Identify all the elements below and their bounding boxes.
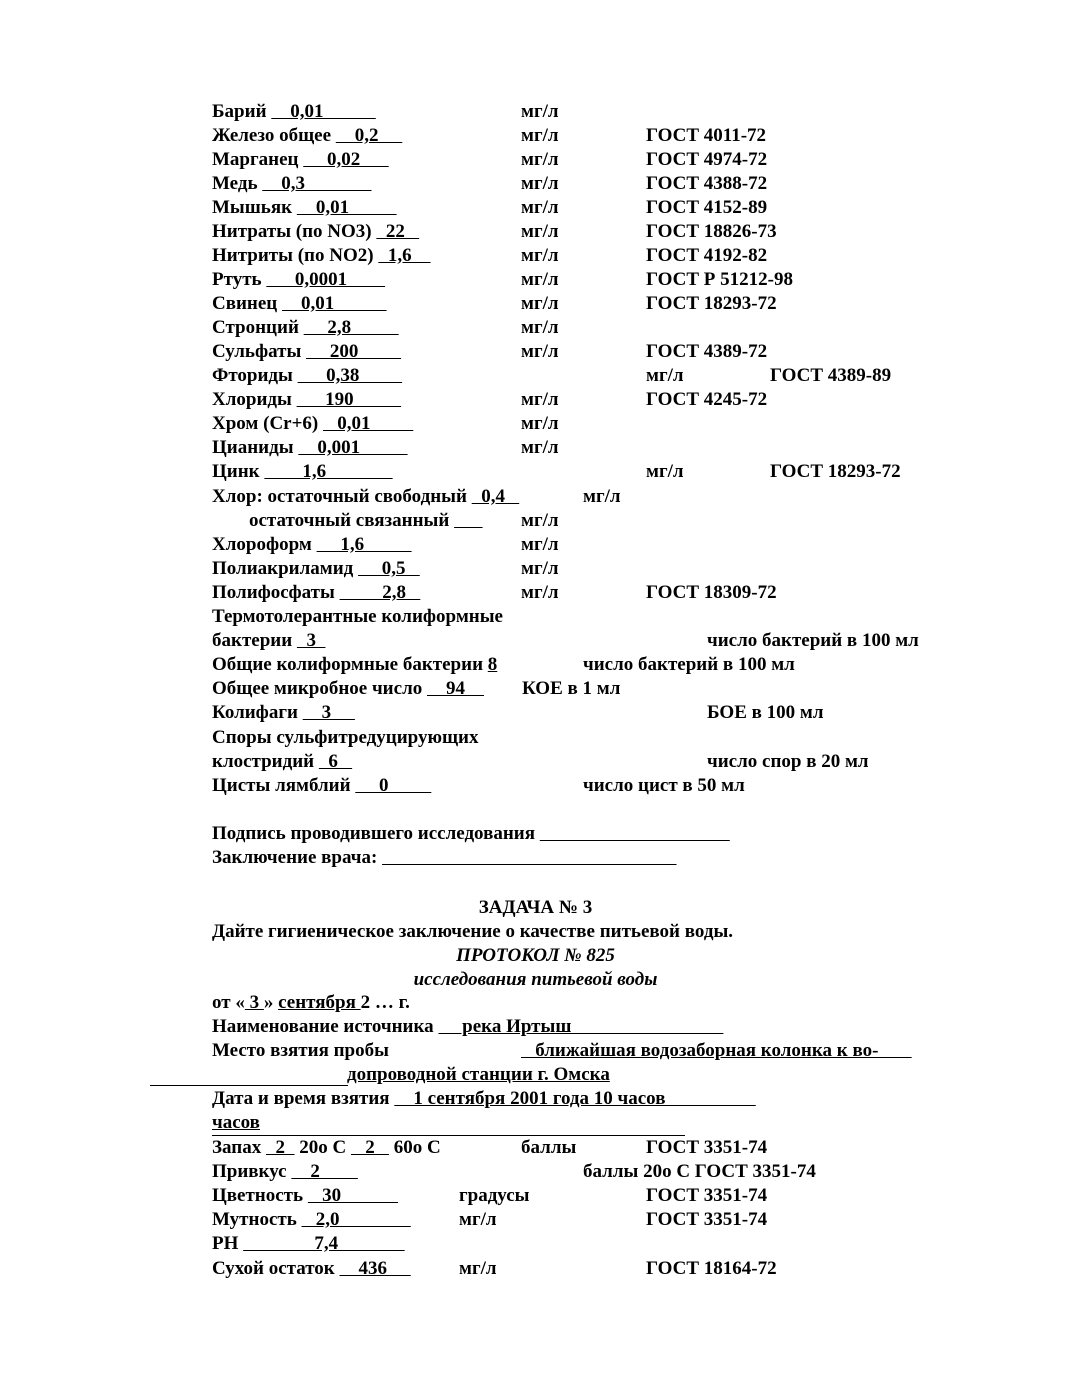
param-value: 0,02	[303, 149, 389, 170]
param-text-group	[212, 388, 401, 412]
param-row	[0, 148, 1071, 172]
param-value: 22	[376, 221, 420, 242]
protocol-text-group	[212, 1111, 260, 1135]
param-value: 2,8	[339, 582, 421, 603]
protocol-value: река Иртыш	[438, 1016, 724, 1037]
protocol-label: Запах	[212, 1137, 266, 1158]
param-value: 2,8	[303, 317, 399, 338]
param-value: 0,5	[358, 558, 420, 579]
param-unit: мг/л	[521, 582, 559, 603]
param-gost-standard: ГОСТ 4389-89	[770, 365, 892, 386]
separator-rule	[212, 1135, 685, 1136]
param-value: 0,3	[262, 173, 372, 194]
param-value: 0,38	[297, 365, 403, 386]
param-text-group	[212, 653, 497, 677]
protocol-row	[0, 1136, 1071, 1160]
param-unit: число спор в 20 мл	[707, 751, 869, 772]
param-text-group	[212, 268, 385, 292]
param-unit: число цист в 50 мл	[583, 775, 745, 796]
param-gost-standard: ГОСТ 18309-72	[646, 582, 777, 603]
protocol-label: 2 … г.	[360, 992, 410, 1013]
protocol-label: Цветность	[212, 1185, 308, 1206]
param-text-group	[212, 100, 376, 124]
param-text-group	[212, 220, 419, 244]
param-unit: мг/л	[521, 269, 559, 290]
param-unit: мг/л	[521, 510, 559, 531]
protocol-text-group	[212, 1015, 723, 1039]
param-value: 6	[318, 751, 353, 772]
protocol-text-group	[212, 1184, 398, 1208]
param-text-group	[212, 316, 399, 340]
param-row	[0, 100, 1071, 124]
protocol-unit: мг/л	[459, 1209, 497, 1230]
param-row	[0, 557, 1071, 581]
param-gost-standard: ГОСТ 18826-73	[646, 221, 777, 242]
task-instruction: Дайте гигиеническое заключение о качестве питьевой воды.	[212, 921, 734, 942]
param-unit: мг/л	[521, 101, 559, 122]
protocol-label: 60о С	[388, 1137, 441, 1158]
param-label: Хром (Cr+6)	[212, 413, 324, 434]
param-text-group	[212, 629, 325, 653]
protocol-label: Место взятия пробы	[212, 1040, 389, 1061]
param-text-group	[212, 340, 401, 364]
param-label: Железо общее	[212, 125, 336, 146]
param-row	[0, 388, 1071, 412]
protocol-value: 3	[244, 992, 264, 1013]
param-unit: мг/л	[521, 173, 559, 194]
protocol-row	[0, 1257, 1071, 1281]
param-text-group	[249, 509, 483, 533]
protocol-row	[0, 1208, 1071, 1232]
param-label: Марганец	[212, 149, 304, 170]
param-label: Хлороформ	[212, 534, 317, 555]
param-text-group	[212, 774, 431, 798]
param-label: Заключение врача:	[212, 847, 383, 868]
param-text-group	[212, 244, 431, 268]
param-label: Колифаги	[212, 702, 303, 723]
param-row	[0, 701, 1071, 725]
protocol-value: ближайшая водозаборная колонка к во-	[521, 1040, 912, 1061]
param-row	[0, 316, 1071, 340]
protocol-unit: баллы 20о С ГОСТ 3351-74	[583, 1161, 816, 1182]
continuation-rule	[150, 1085, 348, 1086]
protocol-value: 7,4	[243, 1233, 405, 1254]
param-unit: БОЕ в 100 мл	[707, 702, 824, 723]
param-row	[0, 750, 1071, 774]
protocol-label: Дата и время взятия	[212, 1088, 395, 1109]
param-row	[0, 364, 1071, 388]
param-unit: мг/л	[521, 558, 559, 579]
param-label: Барий	[212, 101, 272, 122]
param-text-group	[212, 581, 420, 605]
param-label: клостридий	[212, 751, 319, 772]
param-row	[0, 581, 1071, 605]
protocol-value: 2	[265, 1137, 295, 1158]
param-text-group	[212, 172, 372, 196]
param-label: Ртуть	[212, 269, 267, 290]
param-label: Мышьяк	[212, 197, 297, 218]
param-text-group	[212, 846, 677, 870]
protocol-text-group	[212, 1208, 411, 1232]
protocol-text-group	[212, 1257, 411, 1281]
param-gost-standard: ГОСТ 4192-82	[646, 245, 768, 266]
param-text-group	[212, 533, 412, 557]
protocol-label: Наименование источника	[212, 1016, 439, 1037]
param-unit: число бактерий в 100 мл	[707, 630, 919, 651]
param-row	[0, 822, 1071, 846]
param-row	[0, 846, 1071, 870]
param-unit: мг/л	[521, 317, 559, 338]
protocol-row	[0, 1039, 1071, 1063]
param-label: Общие колиформные бактерии	[212, 654, 488, 675]
param-label: бактерии	[212, 630, 297, 651]
param-value: 1,6	[316, 534, 412, 555]
param-row	[0, 268, 1071, 292]
param-text-group	[212, 485, 519, 509]
param-gost-standard: ГОСТ 4245-72	[646, 389, 768, 410]
param-label: Полифосфаты	[212, 582, 340, 603]
param-value	[382, 847, 677, 868]
protocol-text-group	[521, 1039, 912, 1063]
param-label: Цинк	[212, 461, 265, 482]
param-label: Подпись проводившего исследования	[212, 823, 540, 844]
param-text-group	[212, 196, 397, 220]
protocol-row	[0, 1015, 1071, 1039]
protocol-row	[0, 1063, 1071, 1087]
param-row	[0, 220, 1071, 244]
protocol-value: 2	[291, 1161, 358, 1182]
param-unit: мг/л	[521, 221, 559, 242]
protocol-gost-standard: ГОСТ 3351-74	[646, 1185, 768, 1206]
param-row	[0, 485, 1071, 509]
protocol-value: 30	[307, 1185, 399, 1206]
protocol-gost-standard: ГОСТ 18164-72	[646, 1258, 777, 1279]
param-text-group	[212, 557, 420, 581]
param-label: Хлор: остаточный свободный	[212, 486, 472, 507]
param-value: 1,6	[264, 461, 393, 482]
protocol-row	[0, 1232, 1071, 1256]
param-text-group	[212, 750, 352, 774]
param-text-group	[212, 124, 402, 148]
param-unit: КОЕ в 1 мл	[522, 678, 621, 699]
param-value: 0	[355, 775, 432, 796]
param-row	[0, 436, 1071, 460]
param-label: Нитриты (по NO2)	[212, 245, 379, 266]
param-row	[0, 196, 1071, 220]
param-unit: мг/л	[521, 389, 559, 410]
protocol-value: 1 сентября 2001 года 10 часов	[394, 1088, 756, 1109]
param-label: Хлориды	[212, 389, 297, 410]
protocol-unit: градусы	[459, 1185, 530, 1206]
protocol-label: Мутность	[212, 1209, 302, 1230]
param-value	[540, 823, 730, 844]
protocol-text-group	[212, 1136, 441, 1160]
protocol-unit: мг/л	[459, 1258, 497, 1279]
param-value: 0,01	[296, 197, 397, 218]
param-row	[0, 509, 1071, 533]
param-gost-standard: ГОСТ 4152-89	[646, 197, 768, 218]
param-text-group	[212, 701, 355, 725]
protocol-text-group	[212, 1039, 389, 1063]
param-unit: мг/л	[583, 486, 621, 507]
param-unit: мг/л	[521, 534, 559, 555]
param-unit: мг/л	[521, 437, 559, 458]
task-title: ЗАДАЧА № 3	[478, 897, 593, 918]
protocol-row	[0, 991, 1071, 1015]
protocol-text-group	[347, 1063, 610, 1087]
param-row	[0, 412, 1071, 436]
param-value: 200	[306, 341, 402, 362]
param-row	[0, 292, 1071, 316]
protocol-title: ПРОТОКОЛ № 825	[456, 945, 615, 966]
protocol-label: Сухой остаток	[212, 1258, 340, 1279]
protocol-text-group	[212, 1087, 756, 1111]
param-gost-standard: ГОСТ 4974-72	[646, 149, 768, 170]
protocol-label: от «	[212, 992, 245, 1013]
param-unit: мг/л	[521, 293, 559, 314]
param-value: 0,01	[323, 413, 414, 434]
protocol-value: допроводной станции г. Омска	[347, 1064, 610, 1085]
param-text-group	[212, 726, 478, 750]
param-label: Медь	[212, 173, 263, 194]
param-value: 0,01	[271, 101, 376, 122]
protocol-row	[0, 1184, 1071, 1208]
param-gost-standard: ГОСТ 18293-72	[646, 293, 777, 314]
param-unit: мг/л	[521, 149, 559, 170]
param-row	[0, 172, 1071, 196]
param-label: Стронций	[212, 317, 304, 338]
protocol-gost-standard: ГОСТ 3351-74	[646, 1137, 768, 1158]
param-row	[0, 244, 1071, 268]
protocol-label: Привкус	[212, 1161, 292, 1182]
protocol-label: »	[263, 992, 279, 1013]
param-value	[454, 510, 483, 531]
param-unit: мг/л	[646, 365, 684, 386]
param-text-group	[212, 364, 402, 388]
protocol-value: 2	[350, 1137, 389, 1158]
param-value: 0,001	[298, 437, 408, 458]
param-gost-standard: ГОСТ 18293-72	[770, 461, 901, 482]
param-value: 8	[487, 654, 498, 675]
param-unit: мг/л	[521, 413, 559, 434]
param-label: Фториды	[212, 365, 298, 386]
param-unit: мг/л	[521, 341, 559, 362]
protocol-text-group	[212, 1160, 358, 1184]
param-row	[0, 533, 1071, 557]
param-value: 3	[296, 630, 326, 651]
protocol-text-group	[212, 1232, 405, 1256]
protocol-text-group	[212, 991, 410, 1015]
param-row	[0, 605, 1071, 629]
protocol-label: 20о С	[294, 1137, 351, 1158]
protocol-value: сентября	[278, 992, 361, 1013]
protocol-row	[0, 1087, 1071, 1111]
protocol-value: часов	[212, 1112, 260, 1133]
param-gost-standard: ГОСТ 4389-72	[646, 341, 768, 362]
param-row	[0, 629, 1071, 653]
param-label: Нитраты (по NO3)	[212, 221, 377, 242]
param-text-group	[212, 436, 408, 460]
param-label: Сульфаты	[212, 341, 307, 362]
param-gost-standard: ГОСТ 4011-72	[646, 125, 767, 146]
param-value: 94	[426, 678, 484, 699]
param-unit: мг/л	[646, 461, 684, 482]
param-gost-standard: ГОСТ 4388-72	[646, 173, 768, 194]
param-label: Общее микробное число	[212, 678, 427, 699]
param-gost-standard: ГОСТ Р 51212-98	[646, 269, 793, 290]
param-value: 0,0001	[266, 269, 386, 290]
param-value: 0,2	[335, 125, 403, 146]
param-label: Термотолерантные колиформные	[212, 606, 503, 627]
param-value: 0,4	[471, 486, 520, 507]
param-unit: мг/л	[521, 125, 559, 146]
param-label: Цианиды	[212, 437, 299, 458]
param-label: остаточный связанный	[249, 510, 455, 531]
protocol-value: 2,0	[301, 1209, 411, 1230]
param-label: Свинец	[212, 293, 283, 314]
protocol-label: РН	[212, 1233, 244, 1254]
param-row	[0, 677, 1071, 701]
param-label: Цисты лямблий	[212, 775, 356, 796]
param-value: 1,6	[378, 245, 431, 266]
param-text-group	[212, 148, 389, 172]
protocol-row	[0, 1111, 1071, 1135]
param-text-group	[212, 292, 387, 316]
param-row	[0, 774, 1071, 798]
param-row	[0, 653, 1071, 677]
param-row	[0, 726, 1071, 750]
param-label: Полиакриламид	[212, 558, 359, 579]
protocol-unit: баллы	[521, 1137, 577, 1158]
param-unit: число бактерий в 100 мл	[583, 654, 795, 675]
param-text-group	[212, 460, 393, 484]
param-text-group	[212, 822, 730, 846]
param-label: Споры сульфитредуцирующих	[212, 727, 479, 748]
param-value: 0,01	[282, 293, 387, 314]
protocol-gost-standard: ГОСТ 3351-74	[646, 1209, 768, 1230]
param-text-group	[212, 605, 503, 629]
param-text-group	[212, 677, 484, 701]
param-unit: мг/л	[521, 197, 559, 218]
param-value: 3	[302, 702, 355, 723]
param-row	[0, 340, 1071, 364]
param-row	[0, 460, 1071, 484]
param-value: 190	[296, 389, 402, 410]
protocol-value: 436	[339, 1258, 411, 1279]
protocol-subtitle: исследования питьевой воды	[413, 969, 658, 990]
protocol-row	[0, 1160, 1071, 1184]
param-text-group	[212, 412, 413, 436]
param-row	[0, 124, 1071, 148]
param-unit: мг/л	[521, 245, 559, 266]
